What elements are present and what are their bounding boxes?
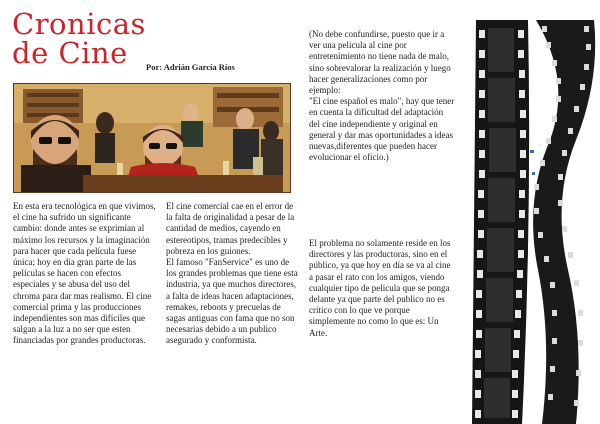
article-column-2 bbox=[166, 201, 298, 347]
column-3-paragraph-1: (No debe confundirse, puesto que ir a ver una pelicula al cine por entretenimiento no tiene nada de malo, sino sobrevalorar la realización y luego hacer generalizaciones como por ejemplo: bbox=[309, 29, 451, 96]
column-1-paragraph: En esta era tecnológica en que vivimos, el cine ha sufrido un significante cambio: donde antes se exprimían al máximo los recursos y la imaginación para hacer que cada película fuese única; hoy en día gran parte de las películas se hacen con efectos especiales y se abusa del uso del chroma para dar mas realismo. El cine comercial prima y las producciones independientes son mas difíciles que salgan a la luz a no ser que esten financiadas por grandes productoras. bbox=[13, 201, 156, 346]
column-3-paragraph-3: El problema no solamente reside en los directores y las productoras, sino en el público, ya que hoy en día se va al cine a pasar el rato con los amigos, viendo cualquier tipo de pelicula que se ponga delante ya que parte del publico no es crítico con lo que ve porque simplemente no como lo que es: Un Arte. bbox=[309, 238, 451, 338]
magazine-title bbox=[12, 7, 146, 70]
article-column-1 bbox=[13, 201, 156, 347]
author-byline: Por: Adrián García Ríos bbox=[146, 62, 235, 72]
article-column-3-lower bbox=[309, 238, 455, 339]
film-strip-image bbox=[472, 20, 600, 424]
title-line-1: Cronicas bbox=[12, 7, 146, 41]
column-3-paragraph-2: "El cine español es malo", hay que tener en cuenta la dificultad del adaptación del cine independiente y original en general y dar mas oportunidades a ideas nuevas,diferentes que pueden hacer evolucionar el oficio.) bbox=[309, 96, 455, 163]
movie-illustration bbox=[13, 83, 291, 193]
column-2-paragraph-1: El cine comercial cae en el error de la falta de originalidad a pesar de la cantidad de medios, cayendo en estereotipos, tramas predecibles y pobreza en los guiones. bbox=[166, 201, 295, 256]
column-2-paragraph-2: El famoso "FanService" es uno de los grandes problemas que tiene esta industria, ya que muchos directores, a falta de ideas hacen adaptaciones, remakes, reboots y precuelas de sagas antiguas con fama que no son necesarias debido a un publico asegurado y conformista. bbox=[166, 257, 298, 346]
article-column-3 bbox=[309, 29, 455, 163]
title-line-2: de Cine bbox=[12, 36, 128, 70]
